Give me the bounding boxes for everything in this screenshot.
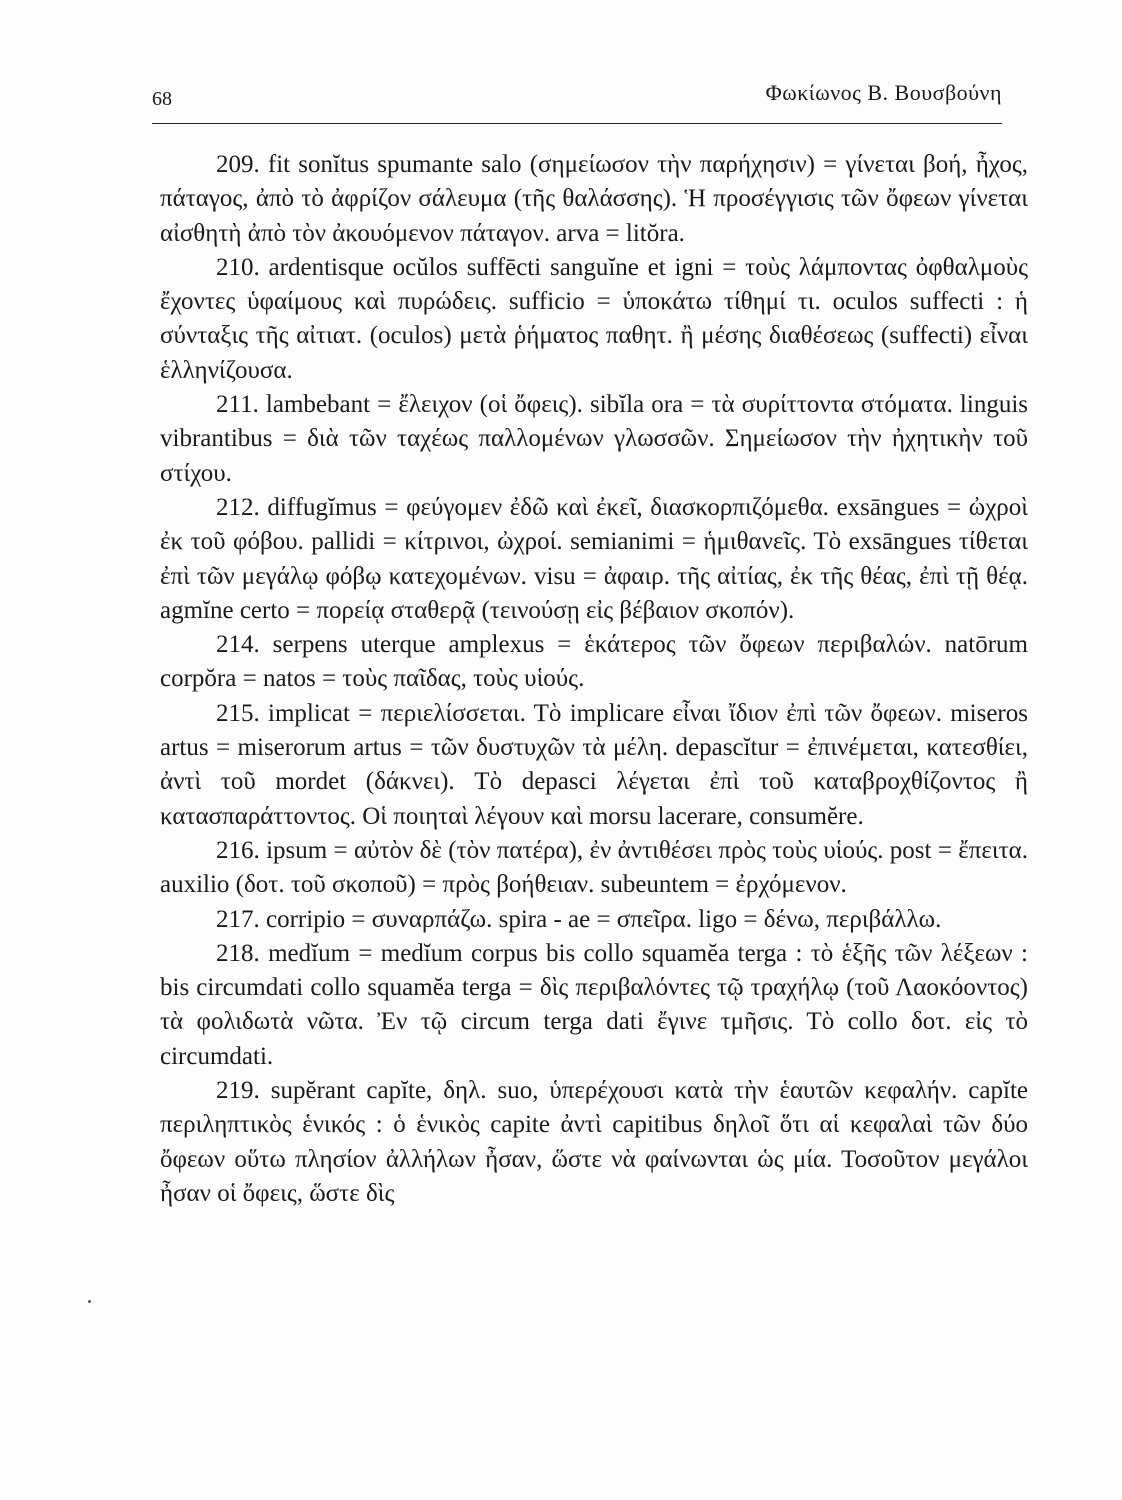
entry-214: 214. serpens uterque amplexus = ἑκάτερος τῶν ὄφεων περιβαλών. natōrum corpŏra = natos = τοὺς παῖδας, τοὺς υἱούς.	[160, 631, 1028, 693]
entry-209: 209. fit sonĭtus spumante salo (σημείωσον τὴν παρήχησιν) = γίνεται βοή, ἦχος, πάταγος, ἀπὸ τὸ ἀφρίζον σάλευμα (τῆς θαλάσσης). Ἡ προσέγγισις τῶν ὄφεων γίνεται αἰσθητὴ ἀπὸ τὸν ἀκουόμενον πάταγον. arva = litŏra.	[160, 151, 1028, 247]
entry-215: 215. implicat = περιελίσσεται. Τὸ implicare εἶναι ἴδιον ἐπὶ τῶν ὄφεων. miseros artus = miserorum artus = τῶν δυστυχῶν τὰ μέλη. depascĭtur = ἐπινέμεται, κατεσθίει, ἀντὶ τοῦ mordet (δάκνει). Τὸ depasci λέγεται ἐπὶ τοῦ καταβροχθίζοντος ἢ κατασπαράττοντος. Οἱ ποιηταὶ λέγουν καὶ morsu lacerare, consumĕre.	[160, 699, 1028, 830]
entry-218: 218. medĭum = medĭum corpus bis collo squamĕa terga : τὸ ἑξῆς τῶν λέξεων : bis circumdati collo squamĕa terga = δὶς περιβαλόντες τῷ τραχήλῳ (τοῦ Λαοκόοντος) τὰ φολιδωτὰ νῶτα. Ἐν τῷ circum terga dati ἔγινε τμῆσις. Τὸ collo δοτ. εἰς τὸ circumdati.	[160, 939, 1028, 1070]
commentary-body	[160, 148, 1028, 1211]
entry-212: 212. diffugĭmus = φεύγομεν ἐδῶ καὶ ἐκεῖ, διασκορπιζόμεθα. exsāngues = ὠχροὶ ἐκ τοῦ φόβου. pallidi = κίτρινοι, ὠχροί. semianimi = ἡμιθανεῖς. Τὸ exsāngues τίθεται ἐπὶ τῶν μεγάλῳ φόβῳ κατεχομένων. visu = ἀφαιρ. τῆς αἰτίας, ἐκ τῆς θέας, ἐπὶ τῇ θέᾳ. agmĭne certo = πορείᾳ σταθερᾷ (τεινούσῃ εἰς βέβαιον σκοπόν).	[160, 493, 1028, 624]
scan-speck	[88, 1300, 91, 1303]
entry-217: 217. corripio = συναρπάζω. spira - ae = σπεῖρα. ligo = δένω, περιβάλλω.	[216, 905, 942, 933]
entry-210: 210. ardentisque ocŭlos suffēcti sanguĭne et igni = τοὺς λάμποντας ὀφθαλμοὺς ἔχοντες ὑφαίμους καὶ πυρώδεις. sufficio = ὑποκάτω τίθημί τι. oculos suffecti : ἡ σύνταξις τῆς αἰτιατ. (oculos) μετὰ ῥήματος παθητ. ἢ μέσης διαθέσεως (suffecti) εἶναι ἑλληνίζουσα.	[160, 253, 1028, 384]
page-header	[152, 76, 1002, 116]
entry-219: 219. supĕrant capĭte, δηλ. suo, ὑπερέχουσι κατὰ τὴν ἑαυτῶν κεφαλήν. capĭte περιληπτικὸς ἑνικός : ὁ ἑνικὸς capite ἀντὶ capitibus δηλοῖ ὅτι αἱ κεφαλαὶ τῶν δύο ὄφεων οὕτω πλησίον ἀλλήλων ἦσαν, ὥστε νὰ φαίνωνται ὡς μία. Τοσοῦτον μεγάλοι ἦσαν οἱ ὄφεις, ὥστε δὶς	[160, 1077, 1028, 1207]
entry-216: 216. ipsum = αὐτὸν δὲ (τὸν πατέρα), ἐν ἀντιθέσει πρὸς τοὺς υἱούς. post = ἔπειτα. auxilio (δοτ. τοῦ σκοποῦ) = πρὸς βοήθειαν. subeuntem = ἐρχόμενον.	[160, 836, 1028, 899]
entry-211: 211. lambebant = ἔλειχον (οἱ ὄφεις). sibĭla ora = τὰ συρίττοντα στόματα. linguis vibrantibus = διὰ τῶν ταχέως παλλομένων γλωσσῶν. Σημείωσον τὴν ἠχητικὴν τοῦ στίχου.	[160, 391, 1028, 487]
page-number: 68	[152, 88, 172, 110]
running-head: Φωκίωνος Β. Βουσβούνη	[765, 80, 1002, 105]
header-rule	[152, 123, 1002, 124]
